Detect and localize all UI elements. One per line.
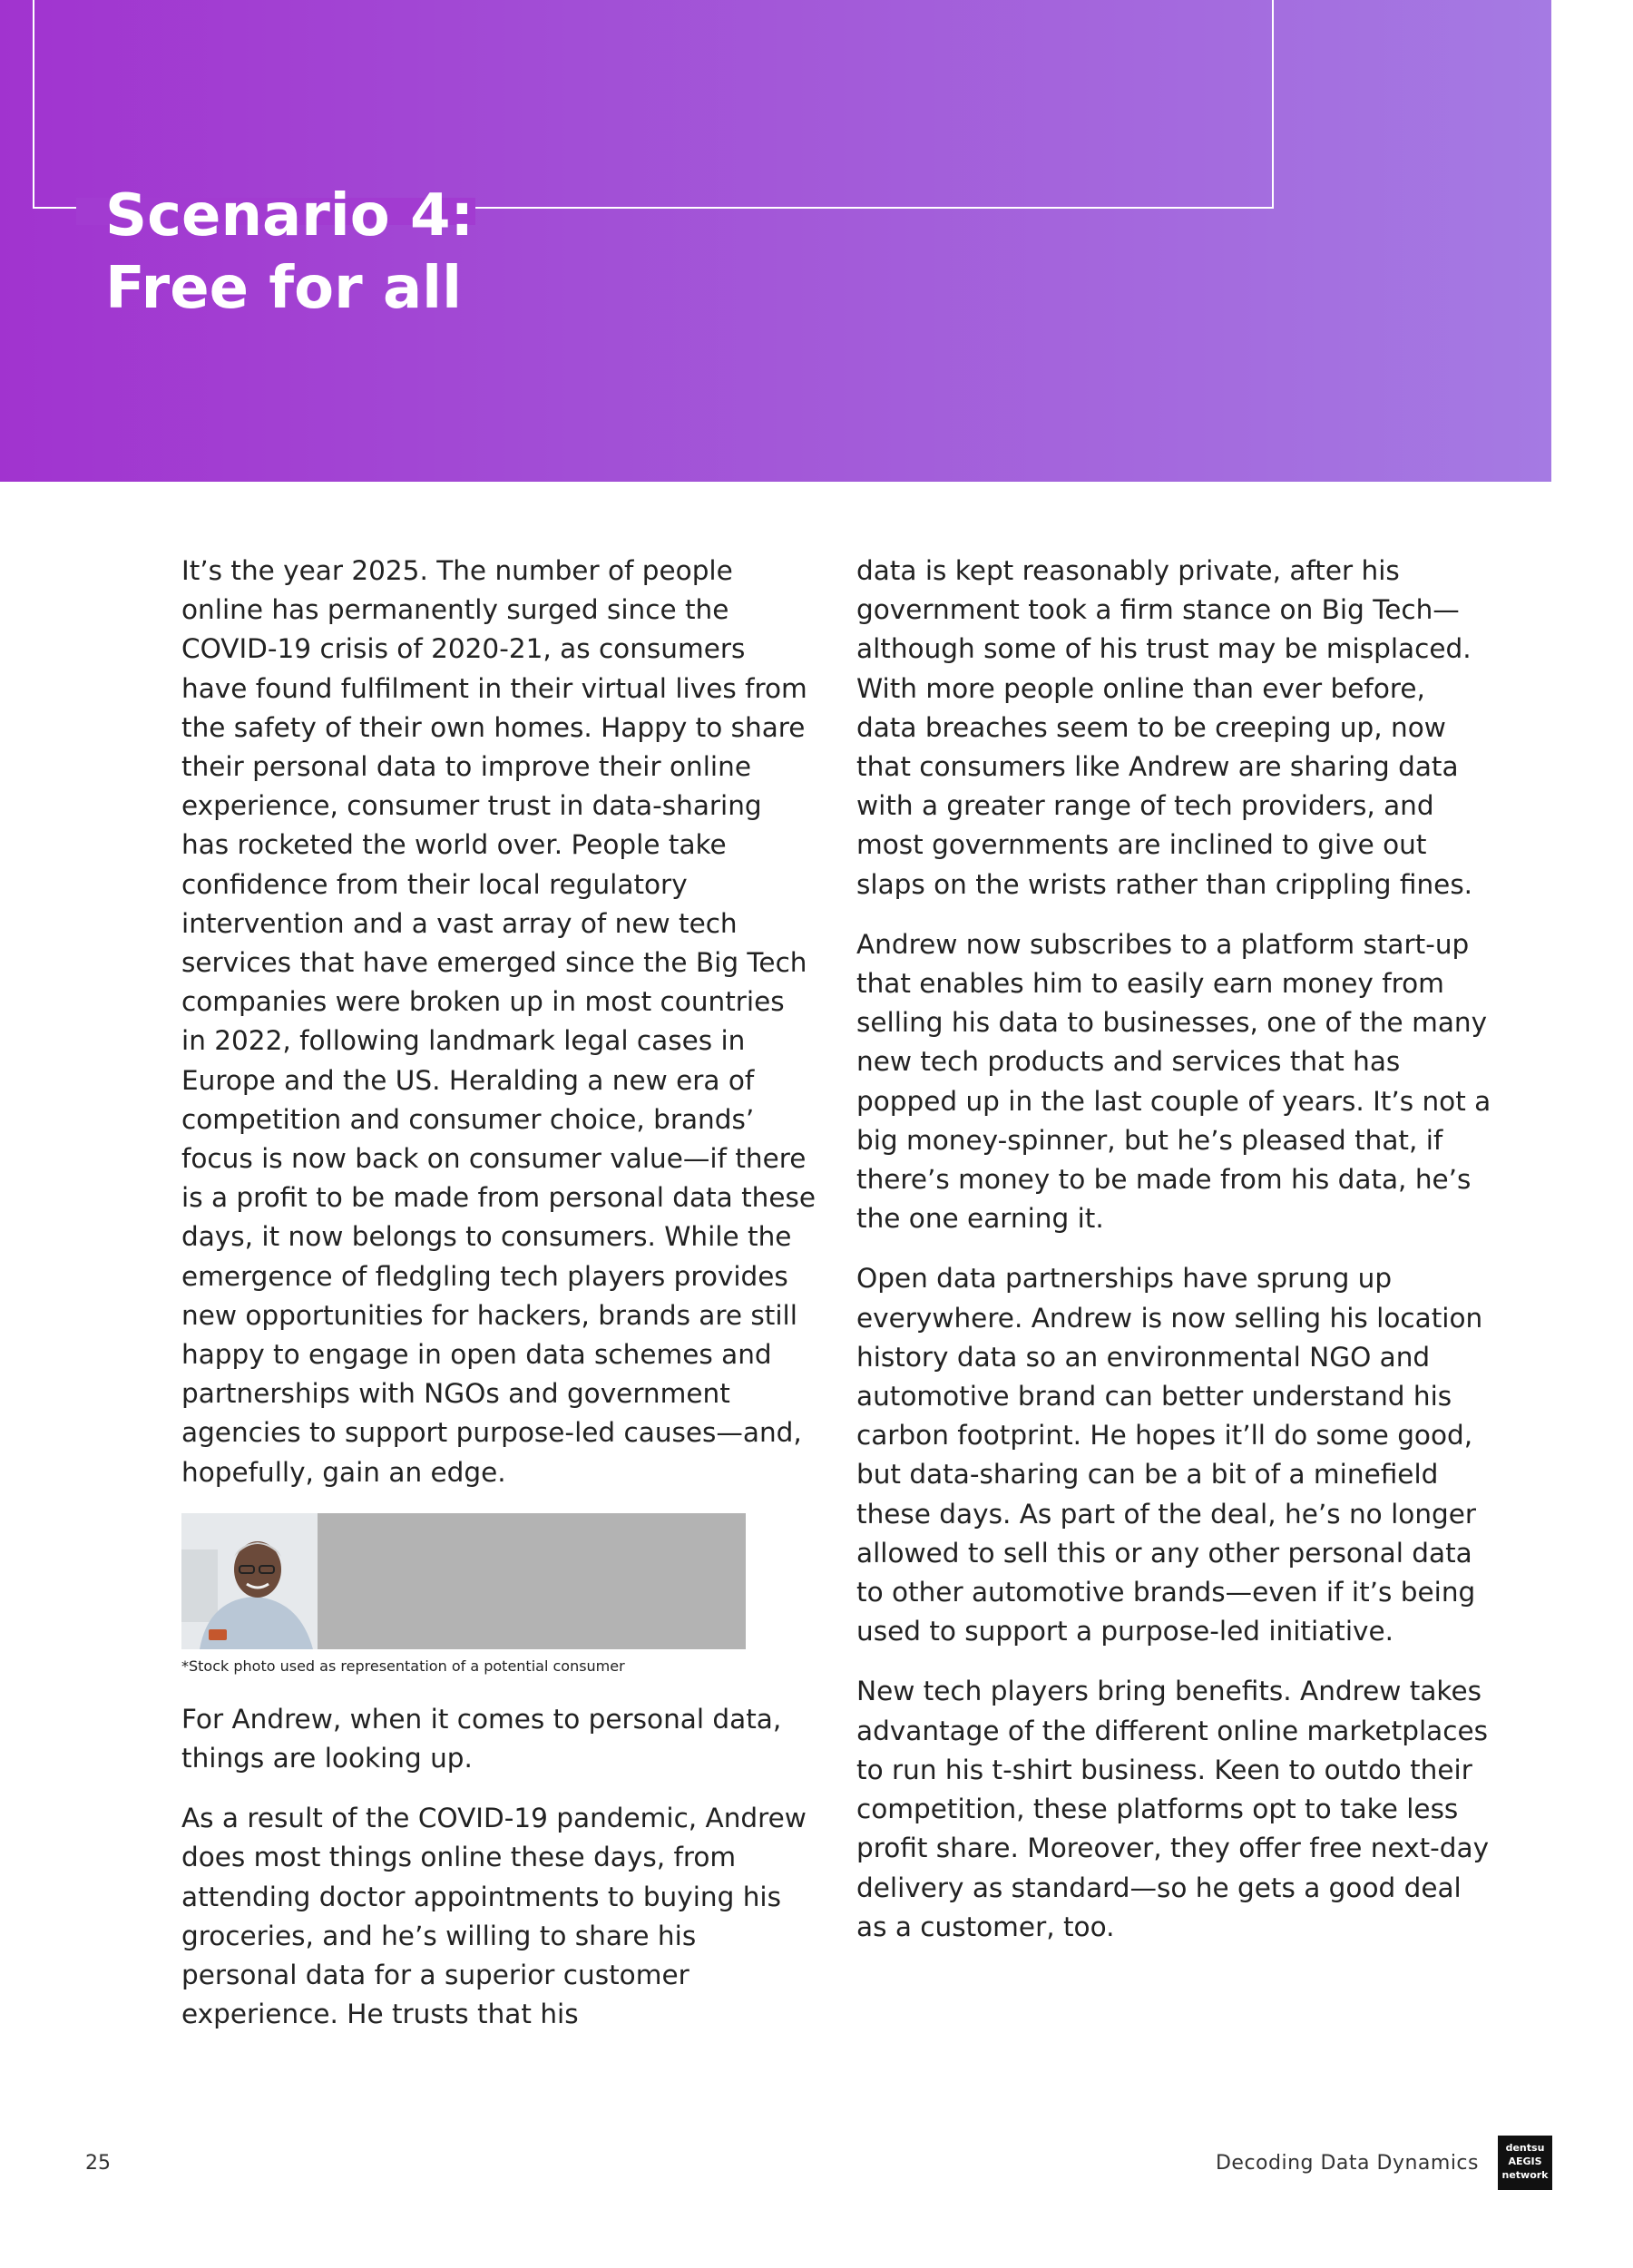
page-title [105,180,483,325]
page-number: 25 [85,2152,111,2175]
person-image-icon [181,1513,318,1649]
intro-paragraph: It’s the year 2025. The number of people online has permanently surged since the COVID-19 crisis of 2020-21, as consumers have found fulfilment in their virtual lives from the safety of their own homes. Happy to share their personal data to improve their online experience, consumer trust in data-sharing has rocketed the world over. People take confidence from their local regulatory intervention and a vast array of new tech services that have emerged since the Big Tech companies were broken up in most countries in 2022, following landmark legal cases in Europe and the US. Heralding a new era of competition and consumer choice, brands’ focus is now back on consumer value—if there is a profit to be made from personal data these days, it now belongs to consumers. While the emergence of fledgling tech players provides new opportunities for hackers, brands are still happy to engage in open data schemes and partnerships with NGOs and government agencies to support purpose-led causes—and, hopefully, gain an edge. [181,555,816,1488]
person-photo [181,1513,318,1649]
dentsu-logo [1498,2136,1552,2190]
body-paragraph: Andrew now subscribes to a platform start-up that enables him to easily earn money from selling his data to businesses, one of the many new tech products and services that has popped up in the last couple of years. It’s not a big money-spinner, but he’s pleased that, if there’s money to be made from his data, he’s the one earning it. [856,928,1491,1235]
header-banner [0,0,1551,482]
title-line-1: Scenario 4: [105,182,474,249]
logo-line-3: network [1501,2169,1549,2181]
stock-photo [181,1513,746,1649]
body-paragraph: Open data partnerships have sprung up everywhere. Andrew is now selling his location history data so an environmental NGO and automotive brand can better understand his carbon footprint. He hopes it’ll do some good, but data-sharing can be a bit of a minefield these days. As part of the deal, he’s no longer allowed to sell this or any other personal data to other automotive brands—even if it’s being used to support a purpose-led initiative. [856,1263,1483,1647]
body-paragraph: data is kept reasonably private, after his government took a firm stance on Big Tech—although some of his trust may be misplaced. With more people online than ever before, data breaches seem to be creeping up, now that consumers like Andrew are sharing data with a greater range of tech providers, and most governments are inclined to give out slaps on the wrists rather than crippling fines. [856,555,1473,900]
body-paragraph: For Andrew, when it comes to personal data, things are looking up. [181,1703,782,1774]
left-column [181,552,816,2056]
document-title: Decoding Data Dynamics [1215,2152,1479,2175]
photo-caption: *Stock photo used as representation of a potential consumer [181,1657,625,1675]
logo-line-2: AEGIS [1508,2156,1542,2167]
logo-line-1: dentsu [1505,2142,1545,2154]
banner-frame [33,0,1274,209]
body-paragraph: New tech players bring benefits. Andrew takes advantage of the different online marketplaces to run his t-shirt business. Keen to outdo their competition, these platforms opt to take less profit share. Moreover, they offer free next-day delivery as standard—so he gets a good deal as a customer, too. [856,1676,1490,1942]
body-paragraph: As a result of the COVID-19 pandemic, Andrew does most things online these days, from attending doctor appointments to buying his groceries, and he’s willing to share his personal data for a superior customer experience. He trusts that his [181,1803,807,2030]
right-column [856,552,1491,1968]
title-line-2: Free for all [105,255,462,322]
